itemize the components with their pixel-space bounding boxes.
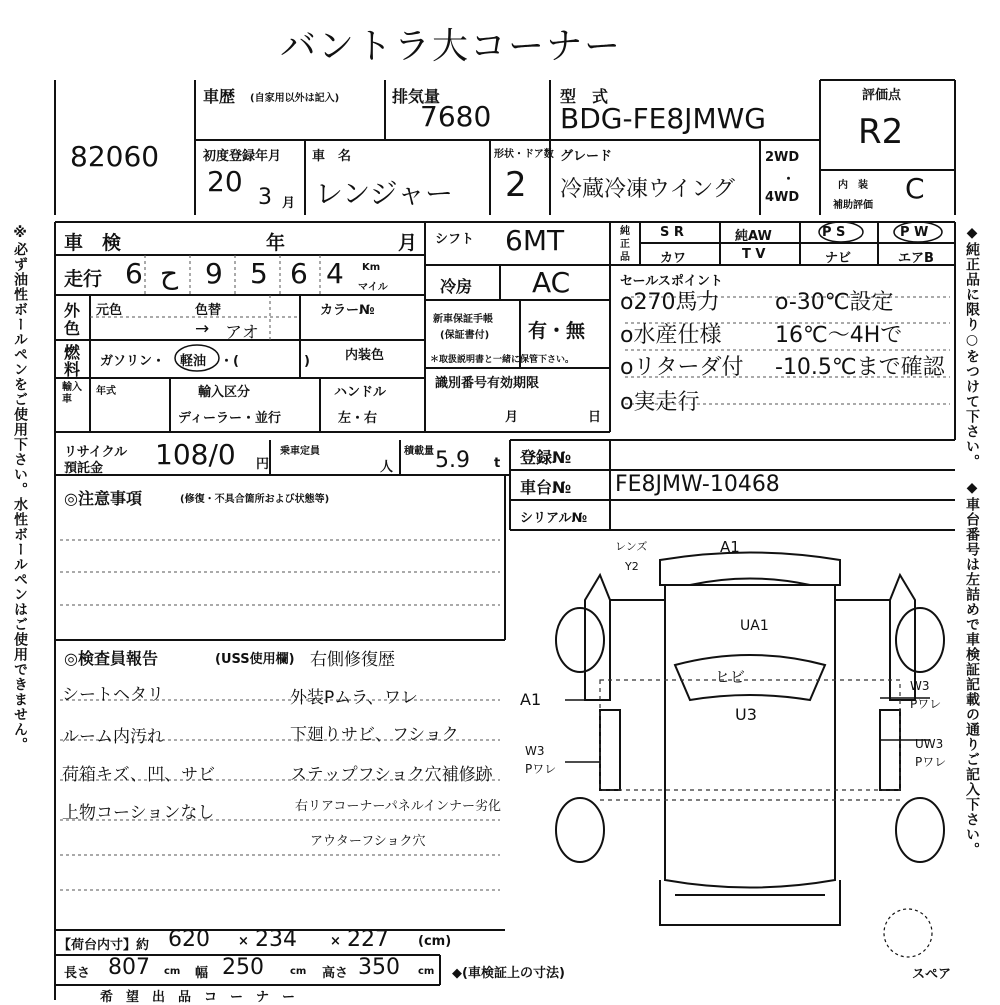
load-label: 積載量: [404, 446, 434, 457]
color-change-label: 色替: [195, 303, 222, 318]
fuel-selected: 軽油: [180, 354, 207, 369]
report-item: ルーム内汚れ: [62, 727, 164, 747]
mileage-digit: 5: [250, 257, 268, 290]
diagram-label: UW3: [915, 737, 944, 751]
fuel-label: 燃料: [64, 343, 81, 379]
mileage-digit: 6: [290, 257, 308, 290]
sales-point-line: 16℃〜4Hで: [775, 323, 903, 348]
diagram-label: Pワレ: [915, 755, 947, 769]
report-item: 外装Pムラ、ワレ: [290, 688, 418, 708]
report-item: 下廻りサビ、フショク: [290, 725, 459, 745]
right-side-note-top: ◆純正品に限り○をつけて下さい。: [964, 225, 980, 469]
diagram-label: Y2: [625, 560, 639, 573]
cargo-height: 227: [347, 927, 389, 952]
interior-sub-label: 補助評価: [833, 200, 873, 211]
times-sign: ×: [330, 934, 341, 949]
equipment-pw: P W: [900, 225, 929, 240]
equipment-sr: S R: [660, 225, 684, 240]
fuel-other: ・( ): [220, 354, 310, 369]
spare-label: スペア: [912, 967, 952, 982]
import-category-label: 輸入区分: [198, 385, 251, 400]
history-note: (自家用以外は記入): [250, 93, 340, 104]
ac-value: AC: [532, 266, 571, 299]
first-reg-year: 20: [207, 165, 243, 198]
sales-point-line: oリターダ付: [620, 355, 744, 380]
grade-value: 冷蔵冷凍ウイング: [560, 177, 735, 202]
handle-label: ハンドル: [334, 385, 387, 400]
doors-label: 形状・ドア数: [494, 149, 554, 160]
equipment-aw: 純AW: [735, 229, 772, 244]
name-label: 車 名: [312, 149, 352, 164]
vehicle-damage-diagram: [520, 538, 960, 940]
displacement-value: 7680: [420, 100, 492, 133]
drive-2wd: 2WD: [765, 150, 800, 165]
mileage-digit: 6: [125, 257, 143, 290]
reg-label: 登録№: [520, 448, 572, 467]
cm-label: (cm): [418, 934, 452, 949]
cargo-dim-label: 【荷台内寸】約: [58, 938, 150, 953]
shaken-label: 車 検: [64, 232, 122, 254]
diagram-label: ヒビ: [715, 668, 746, 686]
score-label: 評価点: [862, 88, 902, 103]
handle-value: 左・右: [338, 411, 378, 426]
color-arrow: →: [195, 319, 210, 339]
left-side-note: ※必ず油性ボールペンをご使用下さい。水性ボールペンはご使用できません。: [12, 225, 28, 752]
report-item: アウターフショク穴: [310, 834, 426, 849]
right-side-note-bottom: ◆車台番号は左詰めで車検証記載の通りご記入下さい。: [964, 480, 980, 857]
times-sign: ×: [238, 934, 249, 949]
length-label: 長さ: [64, 966, 91, 981]
report-subtitle-handwritten: 右側修復歴: [310, 650, 395, 670]
drive-4wd: 4WD: [765, 190, 800, 205]
certificate-day: 日: [588, 410, 602, 425]
month-unit: 月: [282, 196, 296, 211]
certificate-label: 識別番号有効期限: [435, 376, 540, 391]
capacity-label: 乗車定員: [280, 446, 320, 457]
diagram-label: W3: [910, 679, 930, 693]
mile-label: マイル: [358, 282, 388, 293]
spare-tire-icon: [870, 905, 940, 965]
import-category-value: ディーラー・並行: [178, 411, 281, 426]
history-label: 車歴: [203, 87, 236, 106]
diagram-label: A1: [520, 690, 542, 709]
mileage-label: 走行: [64, 268, 103, 290]
length-unit: cm: [164, 966, 181, 977]
length-value: 807: [108, 955, 150, 980]
chassis-label: 車台№: [520, 478, 572, 497]
shaken-year-label: 年: [266, 232, 286, 254]
diagram-label: W3: [525, 744, 545, 758]
mileage-digit: ح: [160, 257, 179, 290]
footer-label: 希 望 出 品 コ ー ナ ー: [100, 990, 296, 1005]
equipment-label: 純正品: [620, 226, 630, 263]
score-value: R2: [858, 112, 904, 152]
diagram-label: U3: [735, 705, 757, 724]
interior-label: 内 装: [838, 180, 868, 191]
serial-label: シリアル№: [520, 511, 588, 526]
load-value: 5.9: [435, 448, 470, 473]
diagram-label: A1: [720, 538, 740, 556]
lot-number: 82060: [70, 140, 160, 173]
interior-value: C: [905, 172, 925, 205]
page-title: バントラ大コーナー: [280, 26, 623, 67]
cargo-length: 620: [168, 927, 210, 952]
report-item: 上物コーションなし: [62, 803, 215, 823]
model-label: 型 式: [560, 87, 609, 106]
manual-value: 有・無: [528, 320, 586, 342]
report-title: ◎検査員報告: [64, 649, 158, 668]
equipment-navi: ナビ: [825, 251, 852, 266]
yen-unit: 円: [256, 457, 270, 472]
import-label: 輸入車: [62, 382, 82, 405]
vehicle-name: レンジャー: [315, 177, 454, 210]
shift-value: 6MT: [505, 224, 565, 257]
doors-value: 2: [505, 165, 527, 205]
drive-dot: ・: [782, 172, 796, 187]
height-label: 高さ: [322, 966, 349, 981]
width-value: 250: [222, 955, 264, 980]
mileage-digit: 4: [326, 257, 344, 290]
equipment-ps: P S: [822, 225, 846, 240]
shift-label: シフト: [435, 232, 475, 247]
first-reg-label: 初度登録年月: [203, 149, 282, 164]
sales-points-label: セールスポイント: [620, 274, 723, 289]
dimensions-note: ◆(車検証上の寸法): [452, 966, 565, 981]
interior-color-label: 内装色: [345, 348, 385, 363]
report-item: 荷箱キズ、凹、サビ: [62, 765, 216, 785]
sales-point-line: o水産仕様: [620, 323, 722, 348]
notes-title: ◎注意事項: [64, 489, 142, 508]
new-color: アオ: [225, 323, 259, 343]
exterior-color-label: 外色: [64, 301, 81, 338]
sales-point-line: o270馬力: [620, 290, 720, 315]
manual-sub-label: (保証書付): [440, 330, 490, 341]
recycle-label: リサイクル: [64, 445, 128, 460]
person-unit: 人: [380, 460, 394, 475]
equipment-tv: T V: [742, 247, 766, 262]
shaken-month-label: 月: [398, 232, 418, 254]
first-reg-month: 3: [258, 185, 272, 210]
import-year-label: 年式: [96, 386, 116, 397]
original-color-label: 元色: [96, 303, 123, 318]
diagram-label: UA1: [740, 618, 769, 634]
width-label: 幅: [195, 966, 209, 981]
report-item: 右リアコーナーパネルインナー劣化: [295, 799, 502, 814]
diagram-label: レンズ: [615, 540, 648, 553]
equipment-airbag: エアB: [898, 251, 934, 266]
sales-point-line: o-30℃設定: [775, 290, 894, 315]
report-item: シートヘタリ: [62, 685, 164, 705]
ac-label: 冷房: [440, 277, 473, 296]
height-value: 350: [358, 955, 400, 980]
fuel-options: ガソリン・: [100, 354, 166, 369]
displacement-label: 排気量: [392, 87, 441, 106]
recycle-sub-label: 預託金: [64, 461, 104, 476]
diagram-label: Pワレ: [910, 697, 942, 711]
report-item: ステップフショク穴補修跡: [290, 765, 493, 785]
sales-point-line: o実走行: [620, 390, 700, 415]
manual-label: 新車保証手帳: [433, 314, 493, 325]
color-no-label: カラー№: [320, 303, 375, 318]
equipment-leather: カワ: [660, 251, 687, 266]
chassis-value: FE8JMW-10468: [615, 472, 780, 497]
mileage-digit: 9: [205, 257, 223, 290]
model-code: BDG-FE8JMWG: [560, 102, 766, 135]
manual-note: ＊取扱説明書と一緒に保管下さい。: [430, 355, 575, 365]
cargo-width: 234: [255, 927, 297, 952]
km-label: Km: [362, 262, 381, 273]
ton-unit: t: [494, 456, 501, 471]
report-subtitle: (USS使用欄): [215, 652, 295, 667]
diagram-label: Pワレ: [525, 762, 557, 776]
grade-label: グレード: [560, 149, 613, 164]
height-unit: cm: [418, 966, 435, 977]
width-unit: cm: [290, 966, 307, 977]
notes-subtitle: (修復・不具合箇所および状態等): [180, 494, 330, 505]
recycle-value: 108/0: [155, 438, 236, 471]
certificate-month: 月: [505, 410, 519, 425]
sales-point-line: -10.5℃まで確認: [775, 355, 945, 380]
